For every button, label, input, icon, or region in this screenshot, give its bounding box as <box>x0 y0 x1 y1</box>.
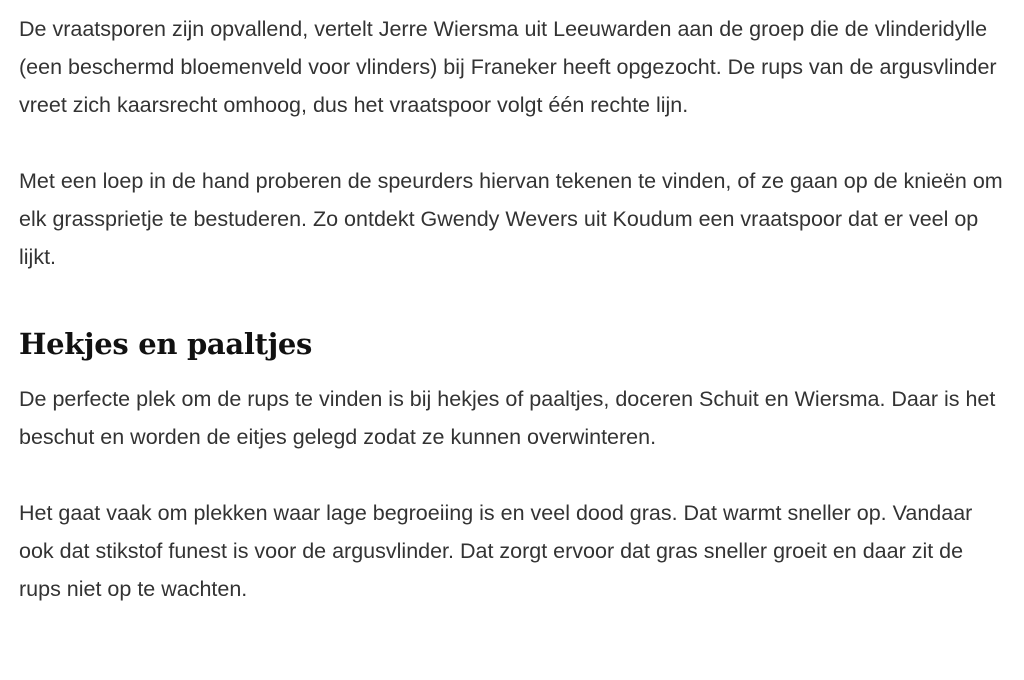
section-heading: Hekjes en paaltjes <box>19 327 313 361</box>
article-paragraph: Met een loep in de hand proberen de speurders hiervan tekenen te vinden, of ze gaan op de knieën om elk grassprietje te bestuderen. Zo ontdekt Gwendy Wevers uit Koudum een vraatspoor dat er veel op lijkt. <box>19 169 1003 269</box>
article-paragraph: De vraatsporen zijn opvallend, vertelt Jerre Wiersma uit Leeuwarden aan de groep die de vlinderidylle (een beschermd bloemenveld voor vlinders) bij Franeker heeft opgezocht. De rups van de argusvlinder vreet zich kaarsrecht omhoog, dus het vraatspoor volgt één rechte lijn. <box>19 17 997 117</box>
article-paragraph: Het gaat vaak om plekken waar lage begroeiing is en veel dood gras. Dat warmt sneller op. Vandaar ook dat stikstof funest is voor de argusvlinder. Dat zorgt ervoor dat gras sneller groeit en daar zit de rups niet op te wachten. <box>19 501 973 601</box>
article-paragraph: De perfecte plek om de rups te vinden is bij hekjes of paaltjes, doceren Schuit en Wiersma. Daar is het beschut en worden de eitjes gelegd zodat ze kunnen overwinteren. <box>19 387 996 449</box>
